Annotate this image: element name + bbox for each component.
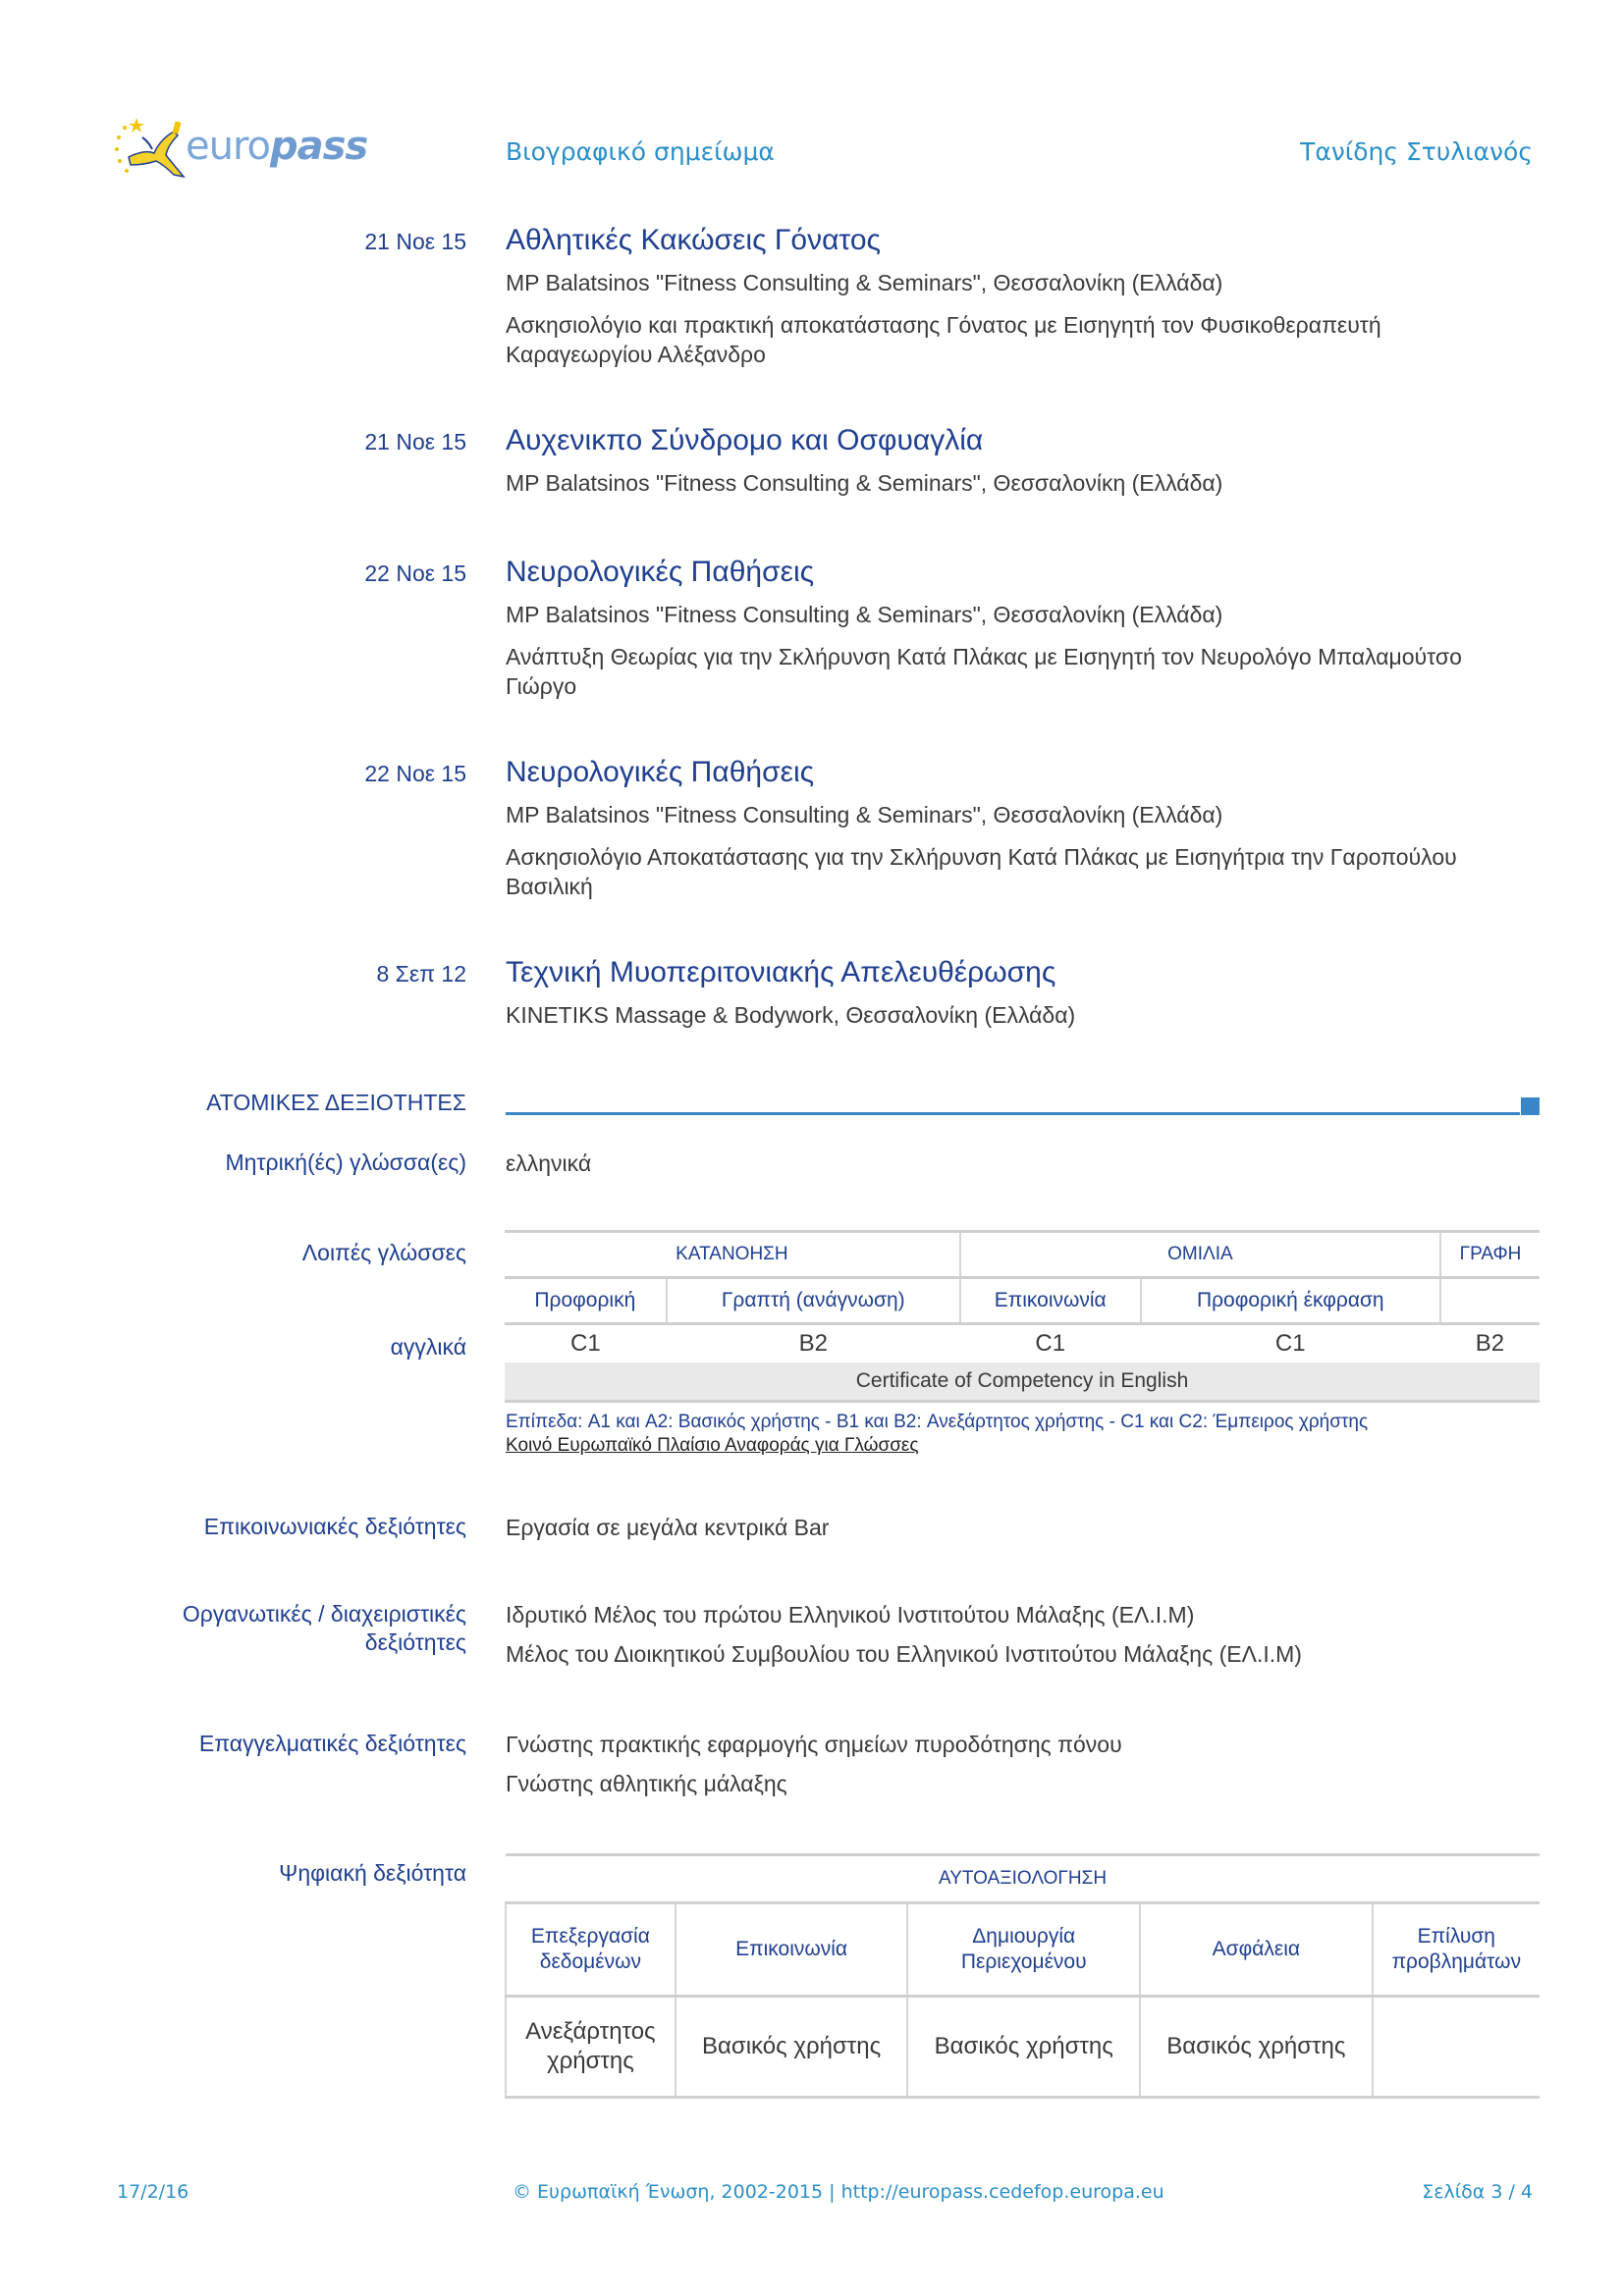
- levels-note: Επίπεδα: A1 και A2: Βασικός χρήστης - B1 και B2: Ανεξάρτητος χρήστης - C1 και C2: Έμπειρος χρήστης: [506, 1412, 1369, 1432]
- course-title: Νευρολογικές Παθήσεις: [506, 756, 815, 788]
- subheader-interaction: Επικοινωνία: [960, 1278, 1141, 1324]
- value-line: Ανεξάρτητος: [525, 2018, 656, 2045]
- section-heading-personal-skills: ΑΤΟΜΙΚΕΣ ΔΕΞΙΟΤΗΤΕΣ: [206, 1090, 466, 1115]
- logo-wordmark: [186, 124, 367, 169]
- value-line: Βασικός χρήστης: [702, 2033, 882, 2059]
- communication-skill-item: Εργασία σε μεγάλα κεντρικά Bar: [506, 1515, 830, 1540]
- language-table: [505, 1230, 1540, 1403]
- other-languages-label: Λοιπές γλώσσες: [301, 1240, 466, 1265]
- course-description: Ασκησιολόγιο και πρακτική αποκατάστασης Γόνατος με Εισηγητή τον Φυσικοθεραπευτή Καραγεωργίου Αλέξανδρο: [506, 312, 1381, 367]
- job-skill-item: Γνώστης αθλητικής μάλαξης: [506, 1771, 787, 1796]
- course-organisation: MP Balatsinos "Fitness Consulting & Seminars", Θεσσαλονίκη (Ελλάδα): [506, 602, 1223, 627]
- value-problem-solving: [1373, 1997, 1540, 2098]
- subheader-reading: Γραπτή (ανάγνωση): [667, 1278, 960, 1324]
- cefr-link[interactable]: Κοινό Ευρωπαϊκό Πλαίσιο Αναφοράς για Γλώσσες: [506, 1435, 919, 1456]
- value-line: χρήστης: [546, 2048, 634, 2074]
- header-problem-solving: [1373, 1903, 1540, 1997]
- section-rule: [506, 1112, 1520, 1115]
- value-information-processing: [506, 1997, 676, 2098]
- course-title: Αυχενικπο Σύνδρομο και Οσφυαγλία: [506, 424, 984, 456]
- digital-skills-label: Ψηφιακή δεξιότητα: [279, 1860, 466, 1886]
- job-skill-item: Γνώστης πρακτικής εφαρμογής σημείων πυροδότησης πόνου: [506, 1732, 1122, 1757]
- value-communication: [676, 1997, 908, 2098]
- footer-date: 17/2/16: [117, 2181, 189, 2203]
- course-title: Τεχνική Μυοπεριτονιακής Απελευθέρωσης: [506, 956, 1056, 988]
- course-description: Ασκησιολόγιο Αποκατάστασης για την Σκλήρυνση Κατά Πλάκας με Εισηγήτρια την Γαροπούλου Βασιλική: [506, 844, 1457, 899]
- document-title: Βιογραφικό σημείωμα: [506, 137, 775, 166]
- subheader-production: Προφορική έκφραση: [1141, 1278, 1440, 1324]
- europass-star-figure-icon: [115, 116, 193, 185]
- header-line: προβλημάτων: [1391, 1950, 1522, 1973]
- header-line: Ασφάλεια: [1212, 1938, 1301, 1960]
- organisational-skill-item: Ιδρυτικό Μέλος του πρώτου Ελληνικού Ινστιτούτου Μάλαξης (ΕΛ.Ι.Μ): [506, 1602, 1195, 1628]
- digital-table-value-row: [506, 1997, 1540, 2098]
- language-name: αγγλικά: [390, 1334, 466, 1360]
- course-title: Νευρολογικές Παθήσεις: [506, 556, 815, 588]
- organisational-skill-item: Μέλος του Διοικητικού Συμβουλίου του Ελληνικού Ινστιτούτου Μάλαξης (ΕΛ.Ι.Μ): [506, 1641, 1302, 1667]
- course-date: 21 Νοε 15: [364, 229, 466, 254]
- organisational-skills-label-line1: Οργανωτικές / διαχειριστικές: [182, 1601, 466, 1627]
- level-writing: B2: [1440, 1324, 1540, 1363]
- language-certificate: Certificate of Competency in English: [505, 1362, 1540, 1402]
- language-level-row: [505, 1324, 1540, 1363]
- header-content-creation: [907, 1903, 1140, 1997]
- level-listening: C1: [505, 1324, 667, 1363]
- section-rule-marker: [1521, 1097, 1540, 1115]
- course-date: 22 Νοε 15: [364, 561, 466, 586]
- course-organisation: MP Balatsinos "Fitness Consulting & Seminars", Θεσσαλονίκη (Ελλάδα): [506, 270, 1223, 295]
- europass-logo: [115, 116, 368, 185]
- value-line: Βασικός χρήστης: [1166, 2033, 1346, 2059]
- value-safety: [1140, 1997, 1373, 2098]
- logo-text-euro: euro: [186, 124, 270, 169]
- course-date: 22 Νοε 15: [364, 761, 466, 786]
- digital-skills-table: [505, 1853, 1540, 2099]
- course-description: Ανάπτυξη Θεωρίας για την Σκλήρυνση Κατά Πλάκας με Εισηγητή τον Νευρολόγο Μπαλαμούτσο Γιώργο: [506, 644, 1462, 699]
- header-line: δεδομένων: [539, 1950, 642, 1973]
- course-organisation: MP Balatsinos "Fitness Consulting & Seminars", Θεσσαλονίκη (Ελλάδα): [506, 470, 1223, 496]
- language-table-subheader-row: [505, 1278, 1540, 1324]
- level-interaction: C1: [960, 1324, 1141, 1363]
- header-line: Δημιουργία: [972, 1925, 1076, 1948]
- communication-skills-label: Επικοινωνιακές δεξιότητες: [203, 1514, 466, 1539]
- group-understanding: ΚΑΤΑΝΟΗΣΗ: [505, 1232, 960, 1278]
- header-safety: [1140, 1903, 1373, 1997]
- person-name: Τανίδης Στυλιανός: [1300, 137, 1533, 166]
- job-skills-label: Επαγγελματικές δεξιότητες: [198, 1731, 466, 1756]
- mother-tongue-label: Μητρική(ές) γλώσσα(ες): [225, 1149, 466, 1175]
- header-line: Επικοινωνία: [735, 1938, 848, 1960]
- header-communication: [676, 1903, 908, 1997]
- header-information-processing: [506, 1903, 676, 1997]
- mother-tongue-value: ελληνικά: [506, 1150, 592, 1176]
- course-date: 21 Νοε 15: [364, 429, 466, 454]
- digital-table-header-row: [506, 1903, 1540, 1997]
- self-assessment-title: ΑΥΤΟΑΞΙΟΛΟΓΗΣΗ: [506, 1855, 1540, 1903]
- value-content-creation: [907, 1997, 1140, 2098]
- subheader-listening: Προφορική: [505, 1278, 667, 1324]
- course-date: 8 Σεπ 12: [376, 961, 466, 987]
- group-speaking: ΟΜΙΛΙΑ: [960, 1232, 1440, 1278]
- course-organisation: KINETIKS Massage & Bodywork, Θεσσαλονίκη (Ελλάδα): [506, 1002, 1076, 1028]
- course-organisation: MP Balatsinos "Fitness Consulting & Seminars", Θεσσαλονίκη (Ελλάδα): [506, 802, 1223, 828]
- header-line: Επίλυση: [1417, 1925, 1495, 1948]
- level-production: C1: [1141, 1324, 1440, 1363]
- course-title: Αθλητικές Κακώσεις Γόνατος: [506, 224, 882, 256]
- language-table-group-row: [505, 1232, 1540, 1278]
- footer-copyright: © Ευρωπαϊκή Ένωση, 2002-2015 | http://europass.cedefop.europa.eu: [513, 2181, 1164, 2203]
- organisational-skills-label-line2: δεξιότητες: [364, 1629, 466, 1655]
- group-writing: ΓΡΑΦΗ: [1440, 1232, 1540, 1278]
- level-reading: B2: [667, 1324, 960, 1363]
- header-line: Περιεχομένου: [960, 1950, 1087, 1973]
- footer-page-number: Σελίδα 3 / 4: [1422, 2181, 1533, 2203]
- header-line: Επεξεργασία: [530, 1925, 650, 1948]
- language-certificate-row: [505, 1362, 1540, 1402]
- value-line: Βασικός χρήστης: [934, 2033, 1113, 2059]
- logo-text-pass: pass: [270, 124, 368, 169]
- subheader-writing: [1440, 1278, 1540, 1324]
- digital-table-title-row: [506, 1855, 1540, 1903]
